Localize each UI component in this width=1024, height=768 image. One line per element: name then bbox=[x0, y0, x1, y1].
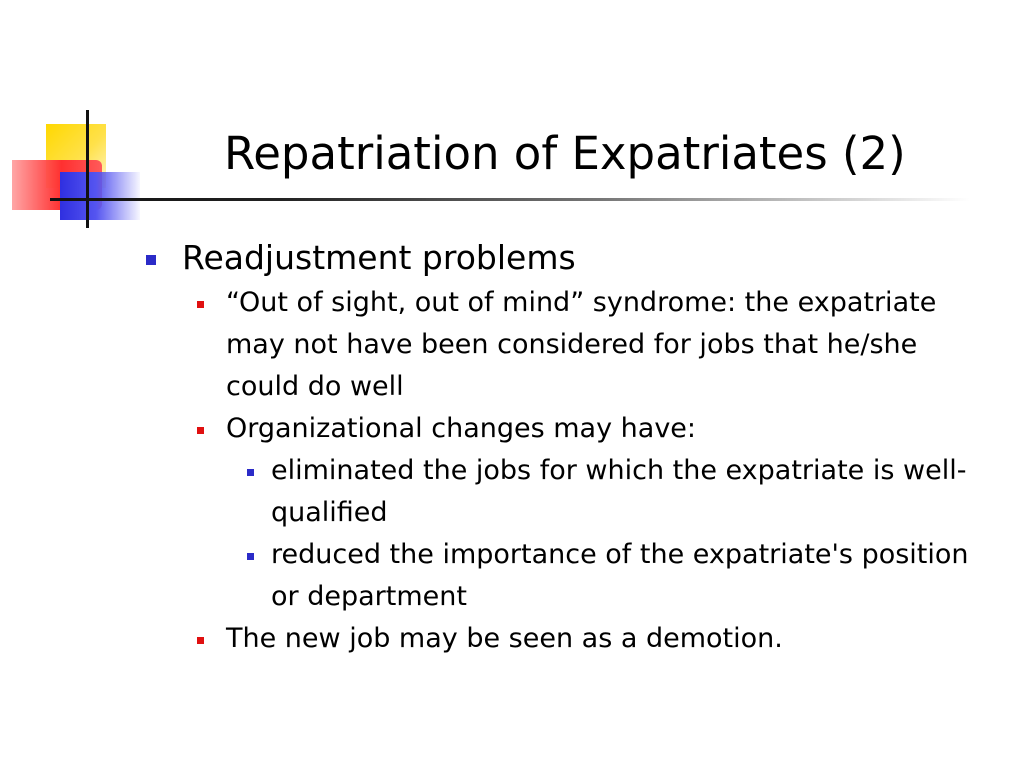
bullet-text: eliminated the jobs for which the expatriate is well-qualified bbox=[271, 455, 967, 528]
bullet-level2 bbox=[146, 408, 996, 450]
square-bullet-icon bbox=[247, 553, 254, 560]
bullet-level3 bbox=[146, 450, 996, 534]
square-bullet-icon bbox=[197, 301, 204, 308]
blue-bar-decoration bbox=[60, 172, 140, 220]
bullet-level3 bbox=[146, 534, 996, 618]
bullet-text: Organizational changes may have: bbox=[226, 413, 697, 444]
bullet-text: “Out of sight, out of mind” syndrome: the expatriate may not have been considered for jobs that he/she could do well bbox=[226, 287, 937, 402]
bullet-level2 bbox=[146, 282, 996, 408]
bullet-text: Readjustment problems bbox=[182, 238, 576, 277]
bullet-level2 bbox=[146, 618, 996, 660]
square-bullet-icon bbox=[197, 427, 204, 434]
vertical-rule-decoration bbox=[86, 110, 89, 228]
slide-title: Repatriation of Expatriates (2) bbox=[224, 127, 906, 180]
square-bullet-icon bbox=[146, 255, 156, 265]
square-bullet-icon bbox=[247, 469, 254, 476]
slide-body bbox=[146, 236, 996, 660]
square-bullet-icon bbox=[197, 637, 204, 644]
bullet-level1 bbox=[146, 236, 996, 280]
bullet-text: reduced the importance of the expatriate's position or department bbox=[271, 539, 969, 612]
bullet-text: The new job may be seen as a demotion. bbox=[226, 623, 783, 654]
title-underline-rule bbox=[50, 198, 970, 201]
